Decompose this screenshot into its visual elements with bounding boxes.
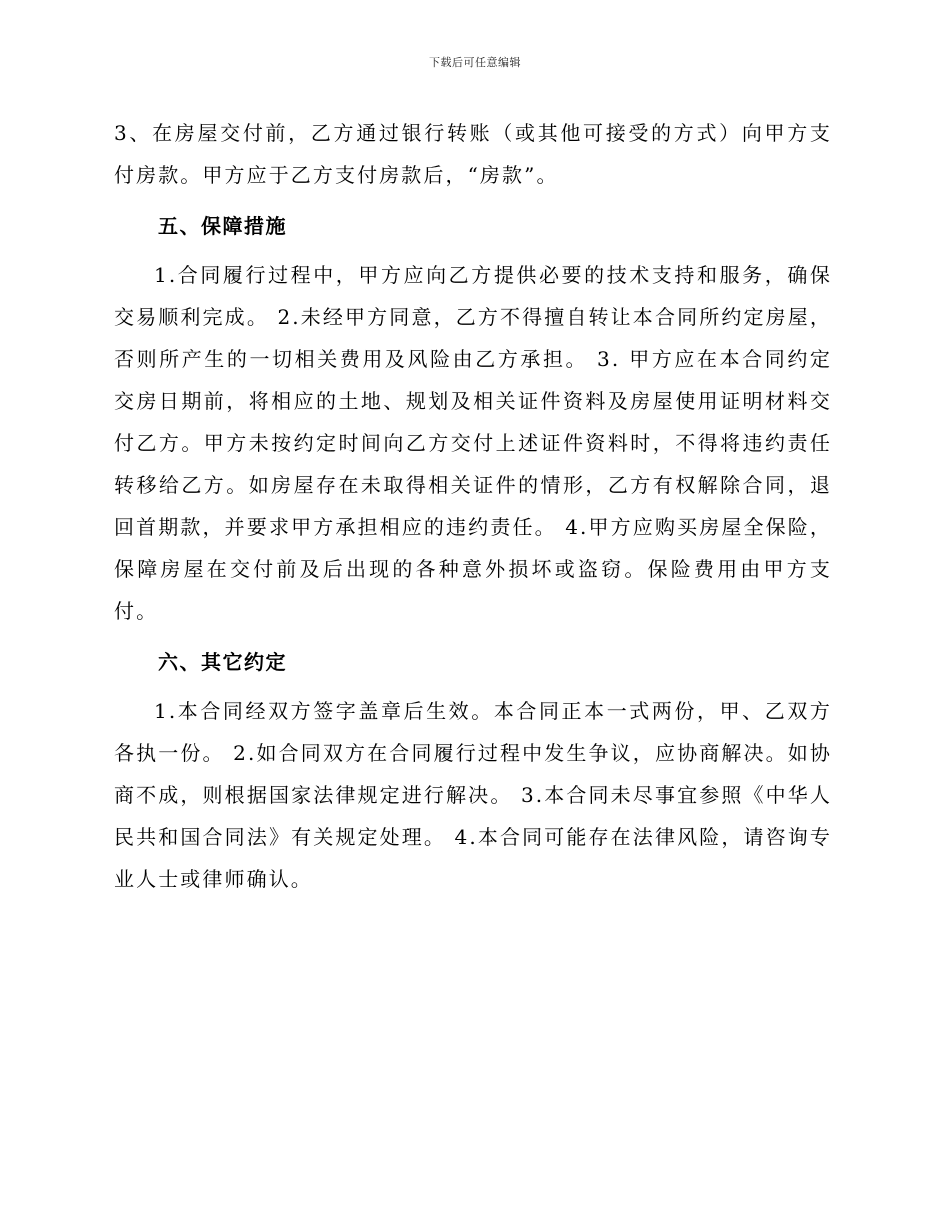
- document-body: [114, 112, 832, 900]
- other-body: 1.本合同经双方签字盖章后生效。本合同正本一式两份，甲、乙双方各执一份。 2.如合同双方在合同履行过程中发生争议，应协商解决。如协商不成，则根据国家法律规定进行解决。 3.本合同未尽事宜参照《中华人民共和国合同法》有关规定处理。 4.本合同可能存在法律风险，请咨询专业人士或律师确认。: [114, 699, 832, 891]
- header-note: 下载后可任意编辑: [429, 56, 521, 69]
- payment-clause: 3、在房屋交付前，乙方通过银行转账（或其他可接受的方式）向甲方支付房款。甲方应于乙方支付房款后，“房款”。: [114, 121, 832, 187]
- guarantee-body: 1.合同履行过程中，甲方应向乙方提供必要的技术支持和服务，确保交易顺利完成。 2.未经甲方同意，乙方不得擅自转让本合同所约定房屋，否则所产生的一切相关费用及风险由乙方承担。 3. 甲方应在本合同约定交房日期前，将相应的土地、规划及相关证件资料及房屋使用证明材料交付乙方。甲方未按约定时间向乙方交付上述证件资料时，不得将违约责任转移给乙方。如房屋存在未取得相关证件的情形，乙方有权解除合同，退回首期款，并要求甲方承担相应的违约责任。 4.甲方应购买房屋全保险，保障房屋在交付前及后出现的各种意外损坏或盗窃。保险费用由甲方支付。: [114, 263, 832, 623]
- section-heading-other: 六、其它约定: [158, 650, 287, 674]
- section-heading-guarantee: 五、保障措施: [158, 214, 287, 238]
